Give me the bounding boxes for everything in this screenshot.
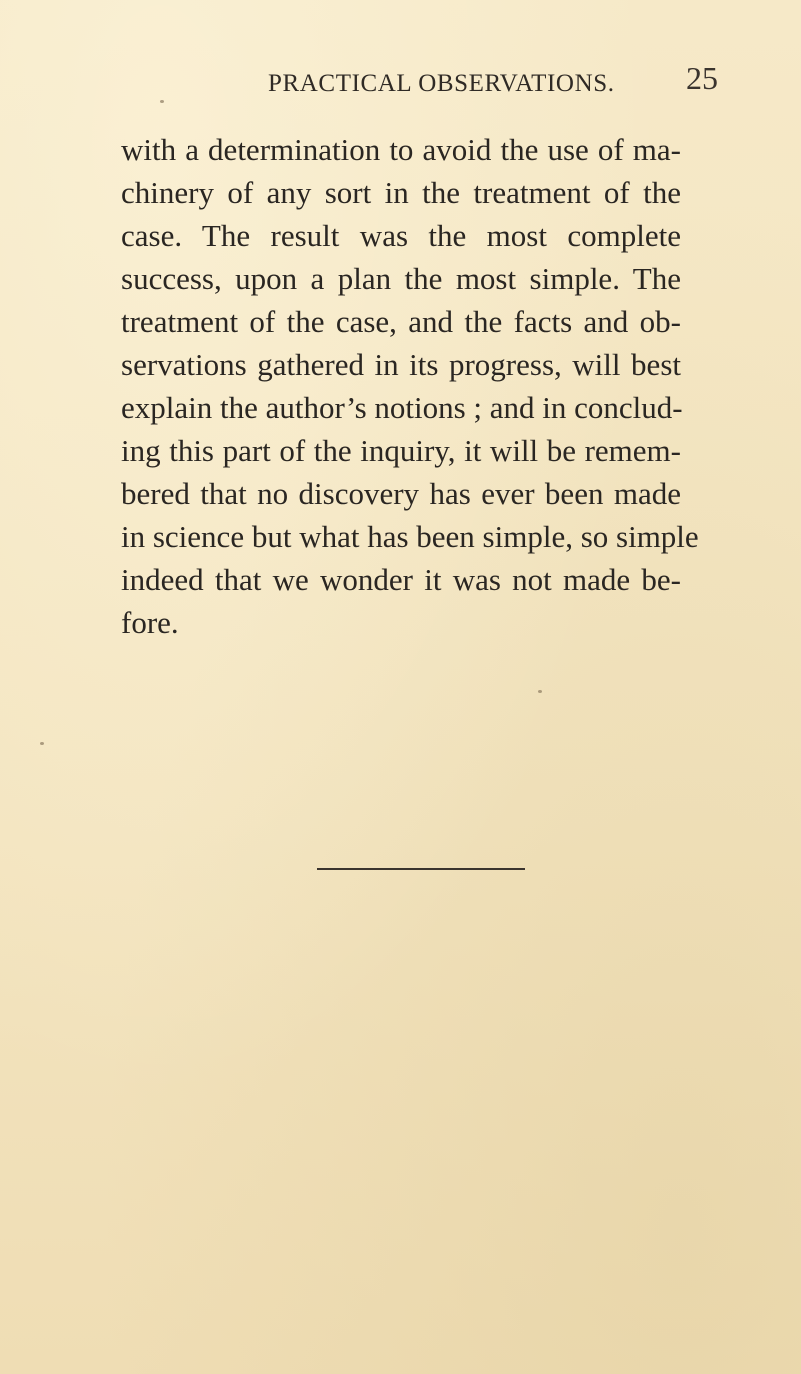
- text-line: indeed that we wonder it was not made be-: [121, 562, 681, 597]
- text-line: servations gathered in its progress, will best: [121, 347, 681, 382]
- running-title: PRACTICAL OBSERVATIONS.: [268, 70, 615, 97]
- running-head: [0, 60, 801, 104]
- text-line: chinery of any sort in the treatment of the: [121, 175, 681, 210]
- text-line: fore.: [121, 605, 179, 640]
- text-line: in science but what has been simple, so simple: [121, 519, 699, 554]
- paper-speck: [40, 742, 44, 745]
- text-line: with a determination to avoid the use of ma-: [121, 132, 681, 167]
- paper-speck: [538, 690, 542, 693]
- paper-speck: [160, 100, 164, 103]
- page-number: 25: [686, 60, 718, 96]
- text-line: treatment of the case, and the facts and ob-: [121, 304, 681, 339]
- text-line: explain the author’s notions ; and in conclud-: [121, 390, 683, 425]
- body-paragraph: [121, 128, 699, 644]
- text-line: case. The result was the most complete: [121, 218, 681, 253]
- text-line: bered that no discovery has ever been made: [121, 476, 681, 511]
- text-line: ing this part of the inquiry, it will be remem-: [121, 433, 681, 468]
- text-line: success, upon a plan the most simple. The: [121, 261, 681, 296]
- section-divider-rule: [317, 868, 525, 870]
